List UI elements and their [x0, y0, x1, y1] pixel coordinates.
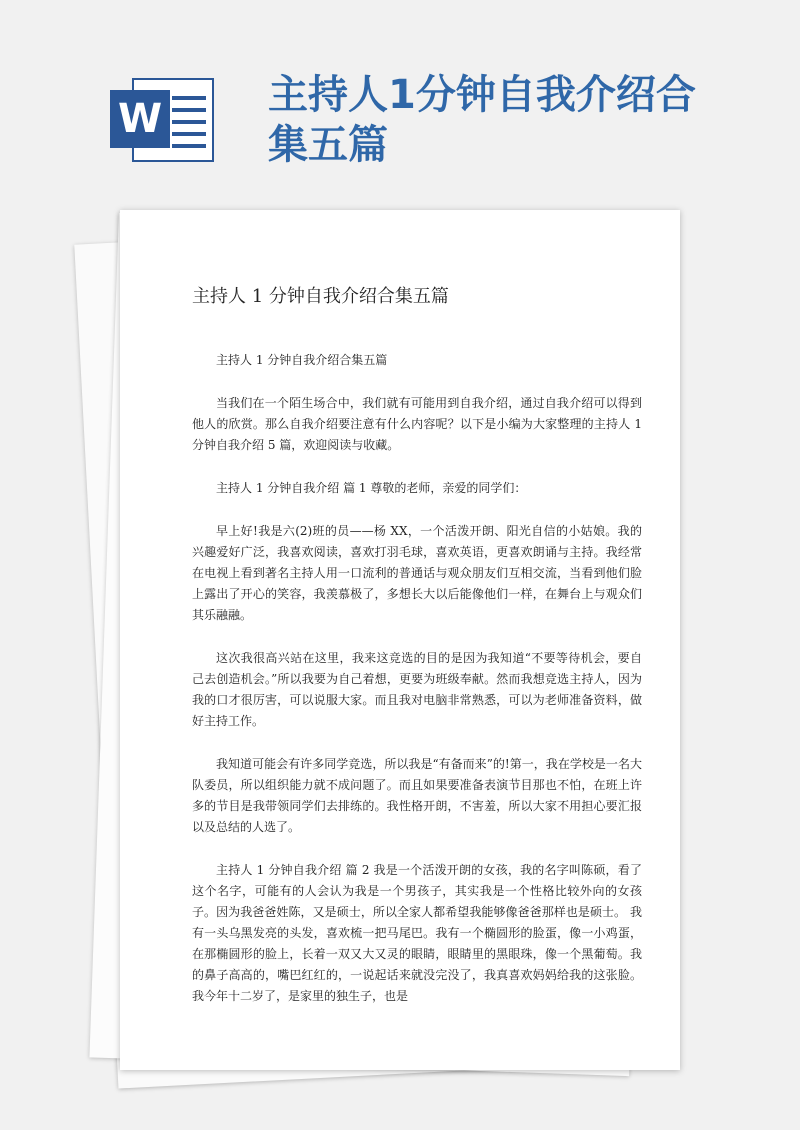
document-body	[192, 350, 642, 1029]
word-icon: W	[110, 90, 170, 148]
paragraph: 我知道可能会有许多同学竞选，所以我是“有备而来”的!第一，我在学校是一名大队委员，所以组织能力就不成问题了。而且如果要准备表演节目那也不怕，在班上许多的节目是我带领同学们去排练的。我性格开朗，不害羞，所以大家不用担心要汇报以及总结的人选了。	[192, 757, 642, 834]
paragraph: 当我们在一个陌生场合中，我们就有可能用到自我介绍，通过自我介绍可以得到他人的欣赏。那么自我介绍要注意有什么内容呢？以下是小编为大家整理的主持人 1 分钟自我介绍 5 篇，欢迎阅读与收藏。	[192, 396, 642, 452]
paragraph: 主持人 1 分钟自我介绍合集五篇	[216, 353, 388, 367]
document-page	[120, 210, 680, 1070]
paragraph: 早上好!我是六(2)班的员——杨 XX，一个活泼开朗、阳光自信的小姑娘。我的兴趣爱好广泛，我喜欢阅读，喜欢打羽毛球，喜欢英语，更喜欢朗诵与主持。我经常在电视上看到著名主持人用一口流利的普通话与观众朋友们互相交流，当看到他们脸上露出了开心的笑容，我羡慕极了，多想长大以后能像他们一样，在舞台上与观众们其乐融融。	[192, 524, 642, 622]
paragraph: 主持人 1 分钟自我介绍 篇 2 我是一个活泼开朗的女孩，我的名字叫陈硕，看了这个名字，可能有的人会认为我是一个男孩子，其实我是一个性格比较外向的女孩子。因为我爸爸姓陈，又是硕士，所以全家人都希望我能够像爸爸那样也是硕士。 我有一头乌黑发亮的头发，喜欢梳一把马尾巴。我有一个椭圆形的脸蛋，像一小鸡蛋，在那椭圆形的脸上，长着一双又大又灵的眼睛，眼睛里的黑眼珠，像一个黑葡萄。我的鼻子高高的，嘴巴红红的，一说起话来就没完没了，我真喜欢妈妈给我的这张脸。我今年十二岁了，是家里的独生子，也是	[192, 863, 642, 1003]
word-logo	[110, 72, 214, 164]
paragraph: 主持人 1 分钟自我介绍 篇 1 尊敬的老师，亲爱的同学们：	[216, 481, 527, 495]
paragraph: 这次我很高兴站在这里，我来这竞选的目的是因为我知道“不要等待机会，要自己去创造机会。”所以我要为自己着想，更要为班级奉献。然而我想竞选主持人，因为我的口才很厉害，可以说服大家。而且我对电脑非常熟悉，可以为老师准备资料，做好主持工作。	[192, 651, 642, 728]
header-title: 主持人1分钟自我介绍合集五篇	[268, 72, 696, 168]
document-title: 主持人 1 分钟自我介绍合集五篇	[192, 286, 449, 307]
